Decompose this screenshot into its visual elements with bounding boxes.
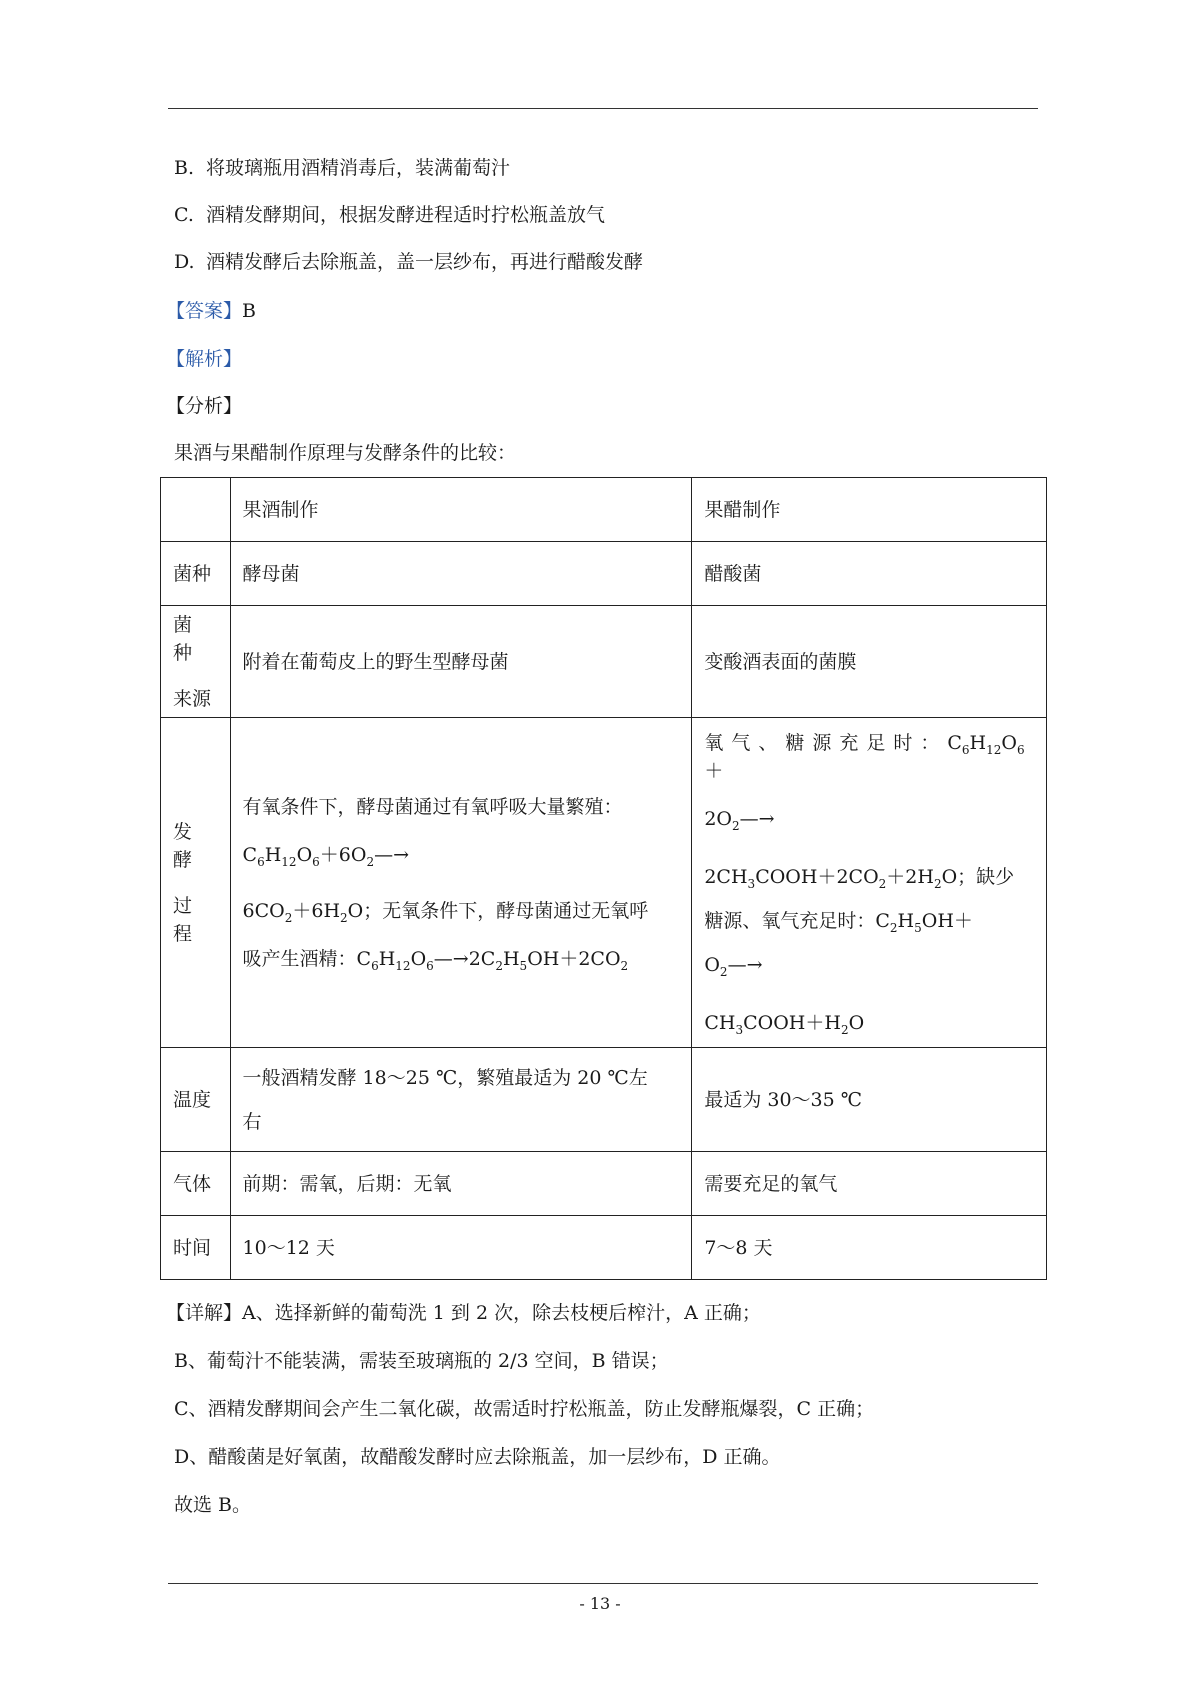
- cell-vinegar: 最适为 30～35 ℃: [692, 1048, 1047, 1152]
- detail-b: B、葡萄汁不能装满，需装至玻璃瓶的 2/3 空间，B 错误；: [174, 1350, 669, 1372]
- row-process: [161, 718, 1047, 1048]
- row-label: 时间: [161, 1216, 231, 1280]
- header-wine: 果酒制作: [230, 478, 692, 542]
- answer-line: [166, 298, 256, 324]
- process-equation: $2CH_3COOH+2CO_2+2H_2O$；缺少: [704, 865, 1015, 891]
- option-d: [174, 249, 643, 275]
- process-line: 有氧条件下，酵母菌通过有氧呼吸大量繁殖：: [242, 795, 623, 818]
- detail-d: D、醋酸菌是好氧菌，故醋酸发酵时应去除瓶盖，加一层纱布，D 正确。: [174, 1446, 781, 1468]
- cell-wine: 前期：需氧，后期：无氧: [230, 1152, 692, 1216]
- row-gas: [161, 1152, 1047, 1216]
- row-label: [161, 718, 231, 1048]
- row-label-line: 过程: [173, 894, 199, 945]
- process-equation: 氧气、糖源充足时：$C_6H_{12}O_6+$: [704, 731, 1025, 782]
- page-number: - 13 -: [579, 1594, 621, 1613]
- row-species: [161, 542, 1047, 606]
- header-empty-cell: [161, 478, 231, 542]
- detail-c: C、酒精发酵期间会产生二氧化碳，故需适时拧松瓶盖，防止发酵瓶爆裂，C 正确；: [174, 1398, 875, 1420]
- option-letter: C.: [174, 204, 194, 226]
- cell-vinegar-process: [692, 718, 1047, 1048]
- conclusion: 故选 B。: [174, 1494, 252, 1516]
- option-text: 将玻璃瓶用酒精消毒后，装满葡萄汁: [206, 157, 511, 179]
- detail-a: [166, 1300, 761, 1326]
- detail-tag: 【详解】: [166, 1302, 243, 1324]
- cell-wine: 附着在葡萄皮上的野生型酵母菌: [230, 606, 692, 718]
- cell-vinegar: 醋酸菌: [692, 542, 1047, 606]
- row-label: 菌种: [161, 542, 231, 606]
- process-equation: $2O_2—\to$: [704, 807, 775, 833]
- cell-wine: 10～12 天: [230, 1216, 692, 1280]
- fenxi-tag: 【分析】: [166, 395, 243, 417]
- row-time: [161, 1216, 1047, 1280]
- option-c: [174, 202, 605, 228]
- process-equation: $O_2—\to$: [704, 953, 763, 979]
- header-rule: [168, 108, 1038, 109]
- row-label: 气体: [161, 1152, 231, 1216]
- process-equation: 糖源、氧气充足时：$C_2H_5OH+$: [704, 909, 973, 935]
- cell-wine: 酵母菌: [230, 542, 692, 606]
- process-equation: $6CO_2+6H_2O$；无氧条件下，酵母菌通过无氧呼: [242, 899, 649, 925]
- option-letter: D.: [174, 251, 195, 273]
- row-temperature: [161, 1048, 1047, 1152]
- row-label-line: 发酵: [173, 820, 199, 871]
- analysis-tag: [166, 346, 242, 372]
- cell-vinegar: 7～8 天: [692, 1216, 1047, 1280]
- detail-text: A、选择新鲜的葡萄洗 1 到 2 次，除去枝梗后榨汁，A 正确；: [242, 1302, 761, 1324]
- option-letter: B.: [174, 157, 195, 179]
- process-equation: $C_6H_{12}O_6+6O_2—\to$: [242, 843, 410, 869]
- row-label: 温度: [161, 1048, 231, 1152]
- row-label-line: 来源: [173, 687, 212, 710]
- analysis-tag-text: 【解析】: [166, 348, 243, 370]
- row-label: [161, 606, 231, 718]
- option-text: 酒精发酵期间，根据发酵进程适时拧松瓶盖放气: [206, 204, 606, 226]
- temp-line: 一般酒精发酵 18～25 ℃，繁殖最适为 20 ℃左: [242, 1066, 648, 1089]
- table-intro: 果酒与果醋制作原理与发酵条件的比较：: [174, 442, 517, 464]
- option-b: [174, 155, 510, 181]
- footer-rule: [168, 1583, 1038, 1584]
- answer-value: B: [242, 300, 256, 322]
- row-source: [161, 606, 1047, 718]
- table-header-row: [161, 478, 1047, 542]
- cell-vinegar: 需要充足的氧气: [692, 1152, 1047, 1216]
- header-vinegar: 果醋制作: [692, 478, 1047, 542]
- cell-wine-process: [230, 718, 692, 1048]
- row-label-line: 菌种: [173, 613, 199, 664]
- cell-vinegar: 变酸酒表面的菌膜: [692, 606, 1047, 718]
- comparison-table: [160, 477, 1047, 1280]
- temp-line: 右: [242, 1110, 262, 1133]
- process-equation: $CH_3COOH+H_2O$: [704, 1011, 865, 1037]
- option-text: 酒精发酵后去除瓶盖，盖一层纱布，再进行醋酸发酵: [206, 251, 644, 273]
- answer-tag: 【答案】: [166, 300, 243, 322]
- process-equation: 吸产生酒精：$C_6H_{12}O_6—\to 2C_2H_5OH+2CO_2$: [242, 947, 629, 973]
- cell-wine: [230, 1048, 692, 1152]
